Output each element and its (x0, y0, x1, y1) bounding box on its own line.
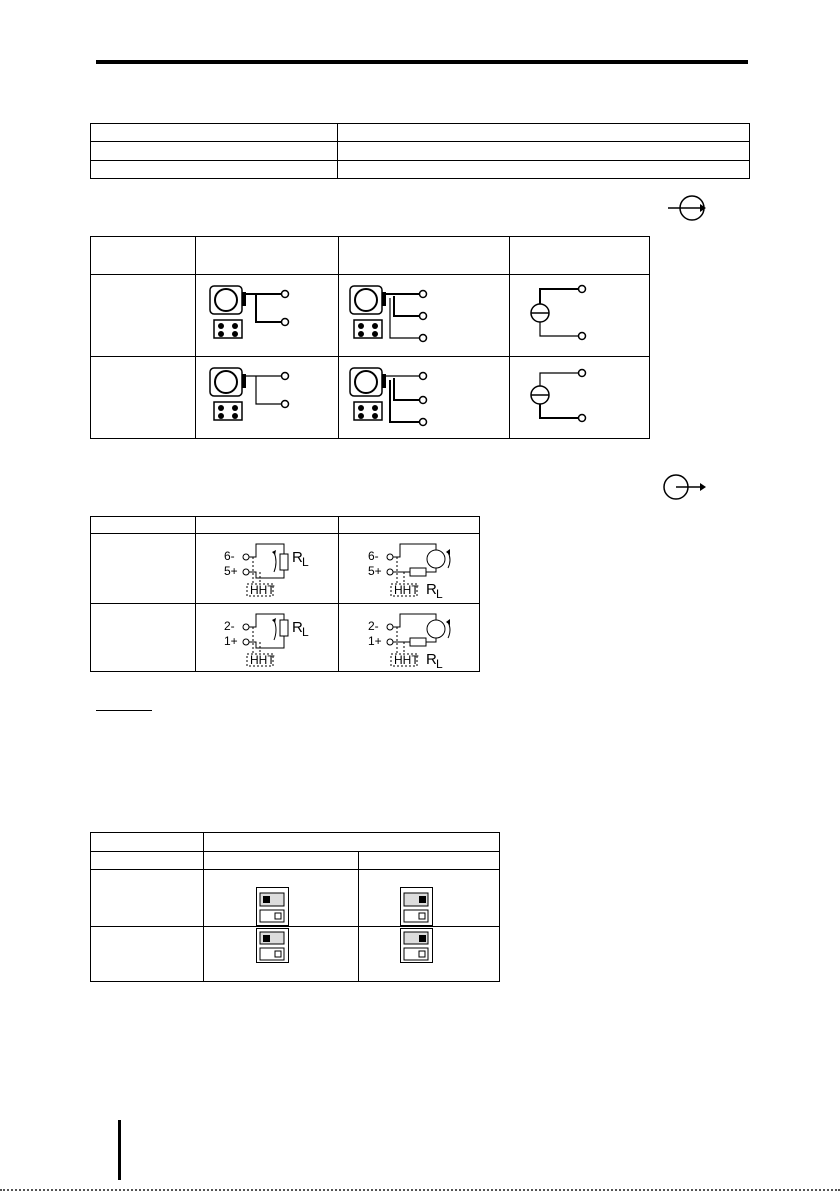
dip-switch-icon[interactable] (400, 887, 434, 927)
dip-switch-icon[interactable] (256, 928, 290, 964)
page-margin-bar (118, 1120, 121, 1180)
transmitter-2wire-diagram[interactable] (206, 364, 306, 428)
rl-label: R (292, 549, 303, 566)
rl-subscript: L (302, 555, 309, 569)
current-loop-diagram[interactable] (366, 608, 476, 670)
hht-label: HHT (250, 653, 275, 667)
load-resistor-diagram[interactable] (222, 608, 322, 670)
note-underline (96, 710, 152, 711)
terminal-label: 5+ (368, 564, 382, 578)
terminal-label: 6- (368, 549, 379, 563)
rl-label: R (292, 619, 303, 636)
switch-settings-table (90, 832, 500, 982)
hht-label: HHT (394, 653, 419, 667)
rl-label: R (426, 651, 437, 668)
hht-label: HHT (250, 583, 275, 597)
terminal-label: 5+ (224, 564, 238, 578)
dip-switch-icon[interactable] (400, 928, 434, 964)
dip-switch-icon[interactable] (256, 887, 290, 927)
current-loop-diagram[interactable] (366, 538, 476, 600)
input-arrow-icon (664, 193, 710, 223)
terminal-label: 2- (368, 619, 379, 633)
info-table (90, 123, 750, 179)
rl-subscript: L (436, 657, 443, 670)
header-rule (96, 60, 748, 64)
terminal-label: 6- (224, 549, 235, 563)
terminal-label: 1+ (368, 634, 382, 648)
rl-subscript: L (302, 625, 309, 639)
output-arrow-icon (660, 472, 708, 502)
transmitter-3wire-diagram[interactable] (346, 364, 476, 430)
hht-label: HHT (394, 583, 419, 597)
terminal-label: 1+ (224, 634, 238, 648)
current-source-icon[interactable] (524, 282, 594, 344)
rl-subscript: L (436, 587, 443, 600)
transmitter-3wire-diagram[interactable] (346, 282, 476, 346)
transmitter-2wire-diagram[interactable] (206, 282, 306, 346)
page-bottom-edge (0, 1189, 840, 1191)
rl-label: R (426, 581, 437, 598)
load-resistor-diagram[interactable] (222, 538, 322, 600)
current-source-icon[interactable] (524, 366, 594, 428)
terminal-label: 2- (224, 619, 235, 633)
